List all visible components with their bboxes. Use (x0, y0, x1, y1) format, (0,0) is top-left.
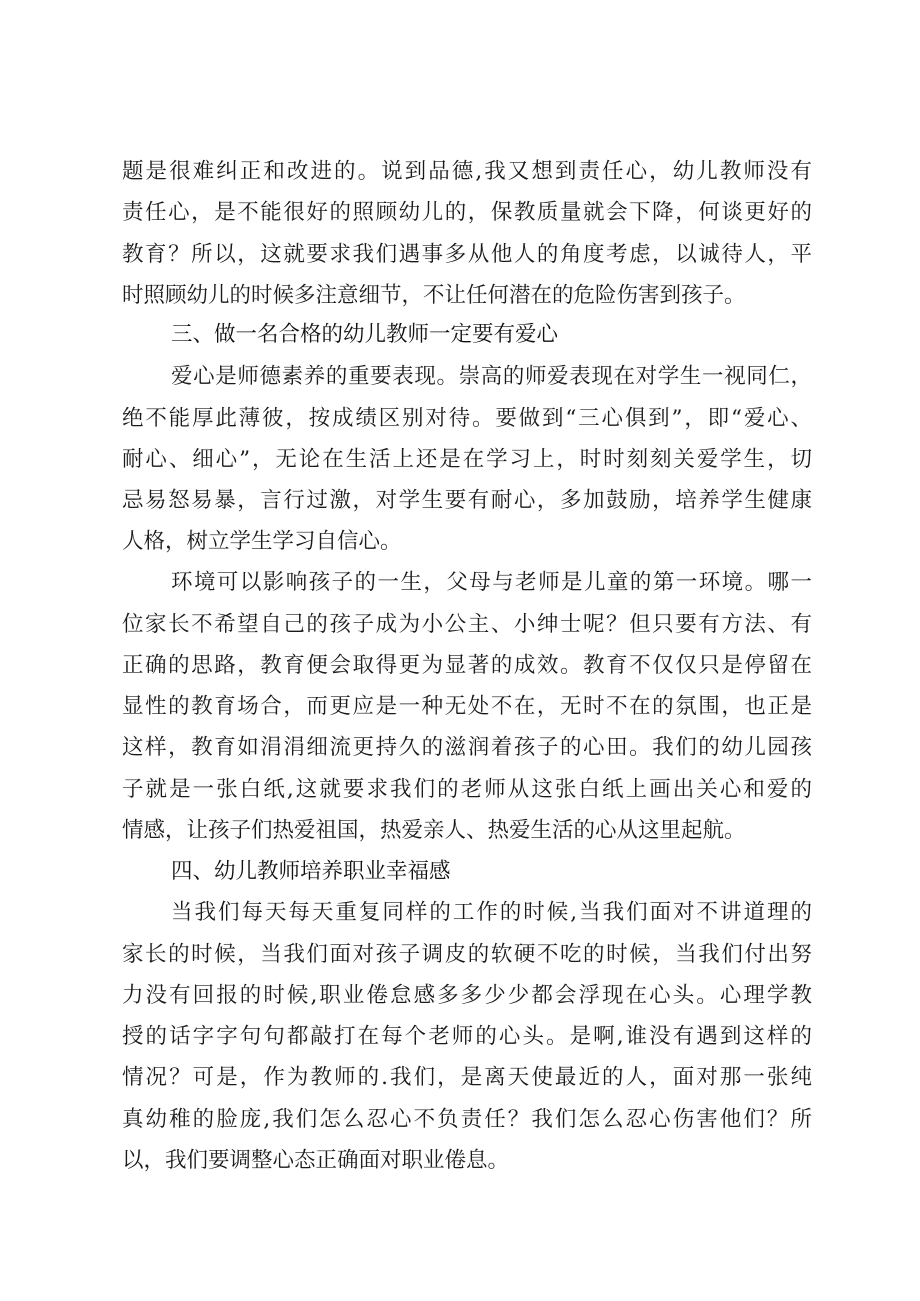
paragraph-4-line-3: 力没有回报的时候,职业倦怠感多多少少都会浮现在心头。心理学教 (122, 983, 812, 1008)
paragraph-4-line-2: 家长的时候，当我们面对孩子调皮的软硬不吃的时候，当我们付出努 (122, 942, 812, 967)
paragraph-3-line-4: 显性的教育场合，而更应是一种无处不在，无时不在的氛围，也正是 (122, 694, 812, 719)
paragraph-2-line-5: 人格，树立学生学习自信心。 (122, 529, 402, 554)
paragraph-3-line-6: 子就是一张白纸,这就要求我们的老师从这张白纸上画出关心和爱的 (122, 777, 812, 802)
paragraph-4-line-5: 情况？可是，作为教师的.我们，是离天使最近的人，面对那一张纯 (122, 1065, 812, 1090)
paragraph-4-line-1: 当我们每天每天重复同样的工作的时候,当我们面对不讲道理的 (171, 900, 812, 925)
paragraph-1-line-2: 责任心，是不能很好的照顾幼儿的，保教质量就会下降，何谈更好的 (122, 200, 812, 225)
paragraph-3-line-7: 情感，让孩子们热爱祖国，热爱亲人、热爱生活的心从这里起航。 (122, 818, 746, 843)
paragraph-3-line-3: 正确的思路，教育便会取得更为显著的成效。教育不仅仅只是停留在 (122, 653, 812, 678)
paragraph-4-line-6: 真幼稚的脸庞,我们怎么忍心不负责任？我们怎么忍心伤害他们？所 (122, 1107, 812, 1132)
paragraph-4-line-7: 以，我们要调整心态正确面对职业倦息。 (122, 1148, 510, 1173)
paragraph-2-line-2: 绝不能厚此薄彼，按成绩区别对待。要做到“三心俱到”，即“爱心、 (122, 406, 812, 431)
paragraph-2-line-4: 忌易怒易暴，言行过激，对学生要有耐心，多加鼓励，培养学生健康 (122, 488, 812, 513)
paragraph-1-line-3: 教育？所以，这就要求我们遇事多从他人的角度考虑，以诚待人，平 (122, 242, 812, 267)
paragraph-3-line-2: 位家长不希望自己的孩子成为小公主、小绅士呢？但只要有方法、有 (122, 612, 812, 637)
paragraph-2-line-1: 爱心是师德素养的重要表现。崇高的师爱表现在对学生一视同仁， (171, 364, 812, 389)
paragraph-1-line-4: 时照顾幼儿的时候多注意细节，不让任何潜在的危险伤害到孩子。 (122, 283, 746, 308)
section-heading-3: 三、做一名合格的幼儿教师一定要有爱心 (171, 322, 559, 347)
paragraph-2-line-3: 耐心、细心”，无论在生活上还是在学习上，时时刻刻关爱学生，切 (122, 447, 812, 472)
paragraph-3-line-5: 这样，教育如涓涓细流更持久的滋润着孩子的心田。我们的幼儿园孩 (122, 735, 812, 760)
paragraph-1-line-1: 题是很难纠正和改进的。说到品德,我又想到责任心，幼儿教师没有 (122, 159, 812, 184)
section-heading-4: 四、幼儿教师培养职业幸福感 (171, 859, 451, 884)
paragraph-4-line-4: 授的话字字句句都敲打在每个老师的心头。是啊,谁没有遇到这样的 (122, 1024, 812, 1049)
paragraph-3-line-1: 环境可以影响孩子的一生，父母与老师是儿童的第一环境。哪一 (171, 570, 812, 595)
